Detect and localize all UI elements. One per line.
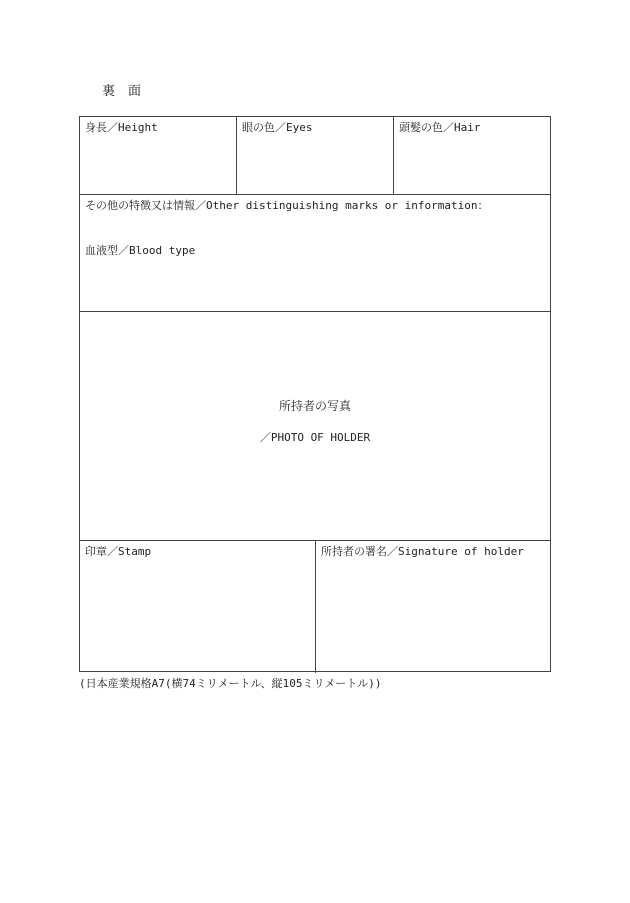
hair-cell[interactable]	[394, 117, 550, 194]
hair-label: 頭髪の色／Hair	[399, 121, 481, 134]
certificate-form	[79, 116, 551, 672]
physical-features-row	[80, 117, 550, 195]
stamp-cell[interactable]	[80, 541, 316, 673]
photo-label-english: ／PHOTO OF HOLDER	[259, 431, 371, 444]
size-footnote: (日本産業規格A7(横74ミリメートル、縦105ミリメートル))	[79, 677, 382, 690]
distinguishing-marks-label: その他の特徴又は情報／Other distinguishing marks or information：	[85, 199, 489, 212]
signature-cell[interactable]	[316, 541, 550, 673]
photo-area[interactable]	[80, 312, 550, 541]
blood-type-label: 血液型／Blood type	[85, 244, 196, 257]
eyes-label: 眼の色／Eyes	[242, 121, 313, 134]
page-heading: 裏面	[102, 84, 155, 99]
other-info-row[interactable]	[80, 195, 550, 312]
height-label: 身長／Height	[85, 121, 158, 134]
stamp-signature-row	[80, 541, 550, 673]
signature-label: 所持者の署名／Signature of holder	[321, 545, 524, 558]
height-cell[interactable]	[80, 117, 237, 194]
photo-label-japanese: 所持者の写真	[278, 399, 351, 413]
stamp-label: 印章／Stamp	[85, 545, 152, 558]
eyes-cell[interactable]	[237, 117, 394, 194]
